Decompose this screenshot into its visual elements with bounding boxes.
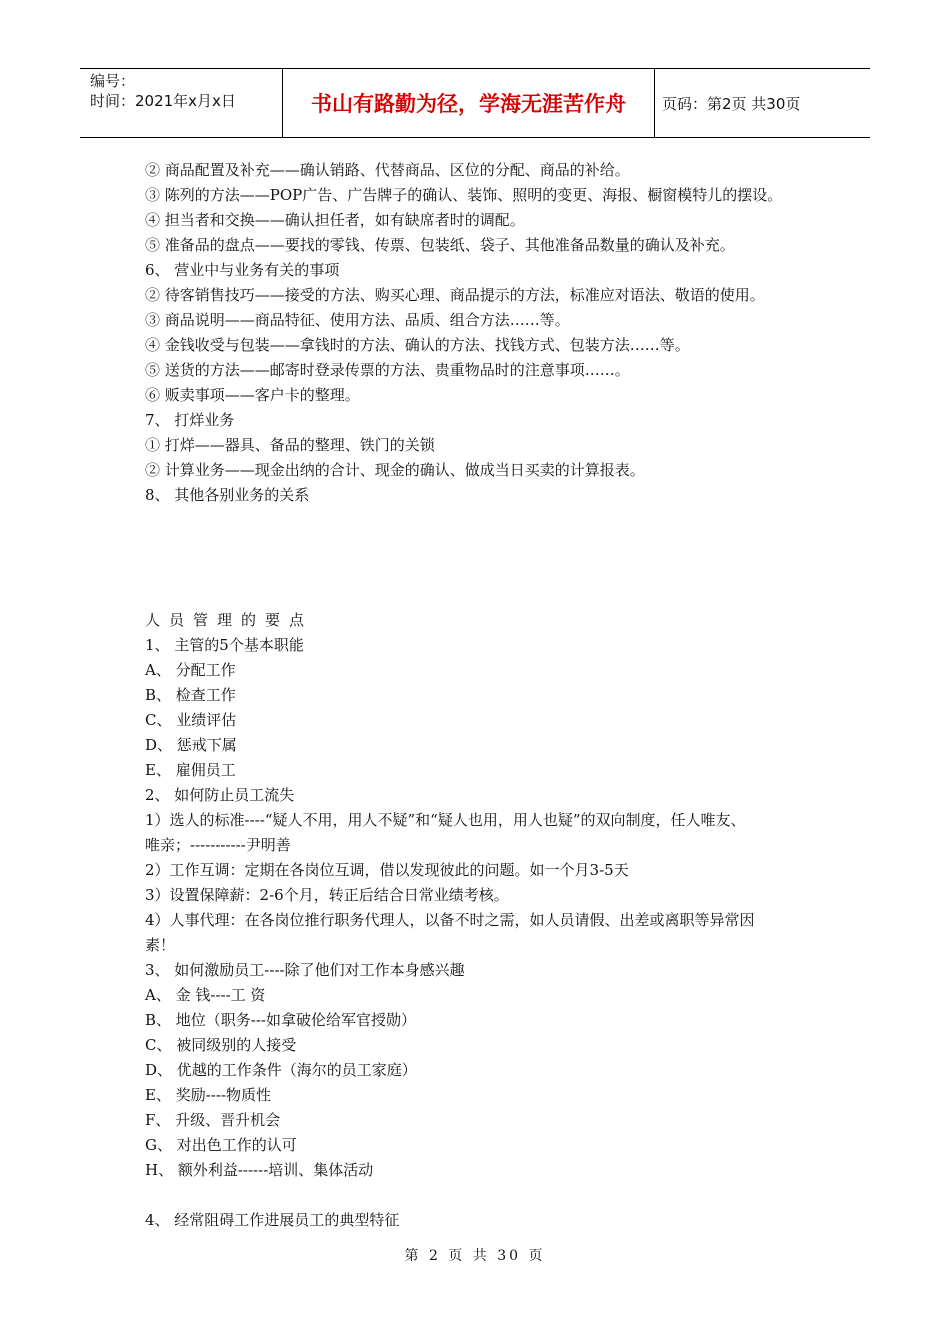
text-line: ⑤ 送货的方法——邮寄时登录传票的方法、贵重物品时的注意事项……。: [145, 361, 630, 379]
text-line: E、 雇佣员工: [145, 761, 236, 779]
text-line: B、 检查工作: [145, 686, 236, 704]
page-footer: 第 2 页 共 30 页: [404, 1248, 546, 1264]
text-line: ② 待客销售技巧——接受的方法、购买心理、商品提示的方法，标准应对语法、敬语的使用。: [145, 286, 765, 304]
text-line: C、 业绩评估: [145, 711, 237, 729]
text-line: ① 打烊——器具、备品的整理、铁门的关锁: [145, 436, 435, 454]
text-line: 6、 营业中与业务有关的事项: [145, 261, 340, 279]
text-line: E、 奖励----物质性: [145, 1086, 271, 1104]
spacer: [145, 1183, 825, 1208]
text-line: ② 商品配置及补充——确认销路、代替商品、区位的分配、商品的补给。: [145, 161, 630, 179]
text-block-3: [145, 1208, 825, 1233]
header-motto: 书山有路勤为径，学海无涯苦作舟: [311, 92, 626, 116]
text-line: 4）人事代理：在各岗位推行职务代理人，以备不时之需，如人员请假、出差或离职等异常因: [145, 911, 755, 929]
text-line: 素！: [145, 936, 176, 954]
text-line: ⑤ 准备品的盘点——要找的零钱、传票、包装纸、袋子、其他准备品数量的确认及补充。: [145, 236, 735, 254]
text-line: D、 优越的工作条件（海尔的员工家庭）: [145, 1061, 417, 1079]
text-line: G、 对出色工作的认可: [145, 1136, 297, 1154]
text-line: 4、 经常阻碍工作进展员工的典型特征: [145, 1211, 400, 1229]
text-block-2: [145, 633, 825, 1183]
text-line: 3、 如何激励员工----除了他们对工作本身感兴趣: [145, 961, 465, 979]
section-title: 人员管理的要点: [145, 611, 314, 629]
text-line: 2、 如何防止员工流失: [145, 786, 295, 804]
text-line: 1、 主管的5个基本职能: [145, 636, 304, 654]
text-block-1: [145, 158, 825, 508]
text-line: 2）工作互调：定期在各岗位互调，借以发现彼此的问题。如一个月3-5天: [145, 861, 629, 879]
page-header: [80, 68, 870, 138]
header-divider: [654, 69, 655, 137]
text-line: ③ 商品说明——商品特征、使用方法、品质、组合方法……等。: [145, 311, 570, 329]
text-line: A、 金 钱----工 资: [145, 986, 266, 1004]
text-line: 唯亲；-----------尹明善: [145, 836, 291, 854]
spacer: [145, 508, 825, 608]
document-body: [145, 158, 825, 1233]
text-line: ③ 陈列的方法——POP广告、广告牌子的确认、装饰、照明的变更、海报、橱窗模特儿的摆设。: [145, 186, 783, 204]
text-line: 7、 打烊业务: [145, 411, 235, 429]
header-meta: [90, 71, 280, 111]
text-line: ④ 金钱收受与包装——拿钱时的方法、确认的方法、找钱方式、包装方法……等。: [145, 336, 690, 354]
document-number-label: 编号：: [90, 72, 136, 90]
text-line: 3）设置保障薪：2-6个月，转正后结合日常业绩考核。: [145, 886, 509, 904]
text-line: D、 惩戒下属: [145, 736, 237, 754]
document-date-label: 时间：2021年x月x日: [90, 92, 236, 110]
text-line: A、 分配工作: [145, 661, 236, 679]
text-line: 8、 其他各别业务的关系: [145, 486, 310, 504]
header-page-label: 页码：第2页 共30页: [662, 94, 801, 113]
text-line: H、 额外利益------培训、集体活动: [145, 1161, 374, 1179]
text-line: B、 地位（职务---如拿破伦给军官授勋）: [145, 1011, 416, 1029]
text-line: ② 计算业务——现金出纳的合计、现金的确认、做成当日买卖的计算报表。: [145, 461, 645, 479]
text-line: ④ 担当者和交换——确认担任者，如有缺席者时的调配。: [145, 211, 525, 229]
text-line: 1）选人的标准----“疑人不用，用人不疑”和“疑人也用，用人也疑”的双向制度，任人唯友、: [145, 811, 746, 829]
text-line: ⑥ 贩卖事项——客户卡的整理。: [145, 386, 360, 404]
text-line: F、 升级、晋升机会: [145, 1111, 281, 1129]
text-line: C、 被同级别的人接受: [145, 1036, 297, 1054]
